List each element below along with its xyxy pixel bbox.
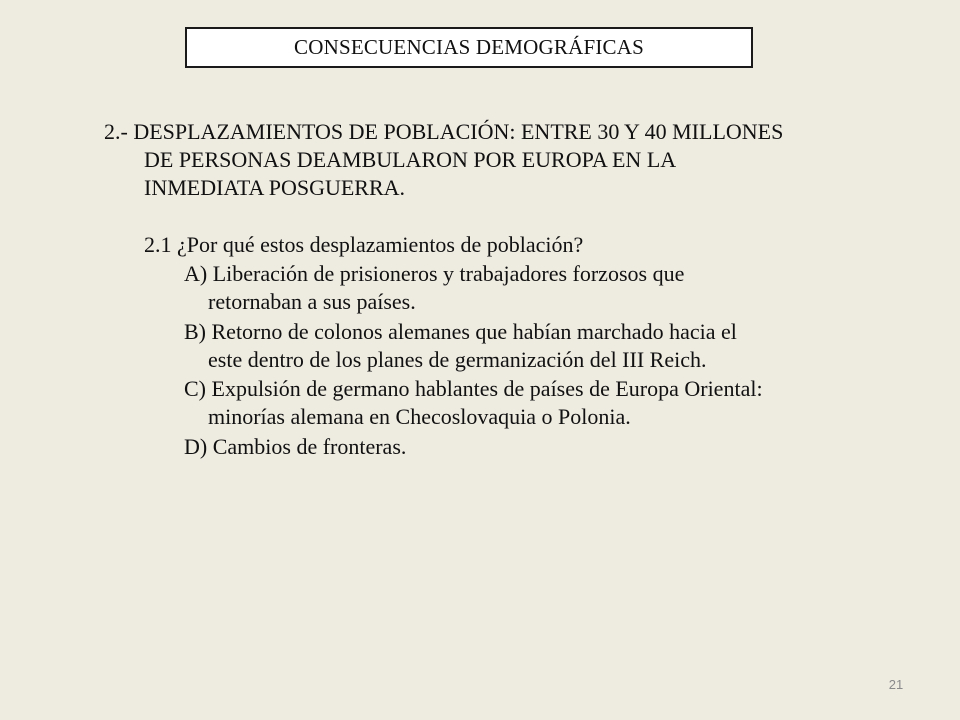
heading-line-1: 2.- DESPLAZAMIENTOS DE POBLACIÓN: ENTRE 30 Y 40 MILLONES — [104, 119, 784, 144]
item-b-line-2: este dentro de los planes de germanización del III Reich. — [208, 347, 707, 372]
heading-line-3: INMEDIATA POSGUERRA. — [144, 175, 406, 200]
item-c-line-1: C) Expulsión de germano hablantes de países de Europa Oriental: — [184, 376, 763, 401]
item-a-line-1: A) Liberación de prisioneros y trabajadores forzosos que — [184, 261, 685, 286]
heading-line-2: DE PERSONAS DEAMBULARON POR EUROPA EN LA — [144, 147, 677, 172]
item-b-line-1: B) Retorno de colonos alemanes que habían marchado hacia el — [184, 319, 737, 344]
item-a-line-2: retornaban a sus países. — [208, 289, 416, 314]
item-d-line-1: D) Cambios de fronteras. — [184, 434, 407, 459]
item-c-line-2: minorías alemana en Checoslovaquia o Polonia. — [208, 404, 631, 429]
slide-title: CONSECUENCIAS DEMOGRÁFICAS — [294, 35, 644, 59]
page-number: 21 — [888, 677, 904, 692]
subheading: 2.1 ¿Por qué estos desplazamientos de población? — [144, 232, 584, 257]
